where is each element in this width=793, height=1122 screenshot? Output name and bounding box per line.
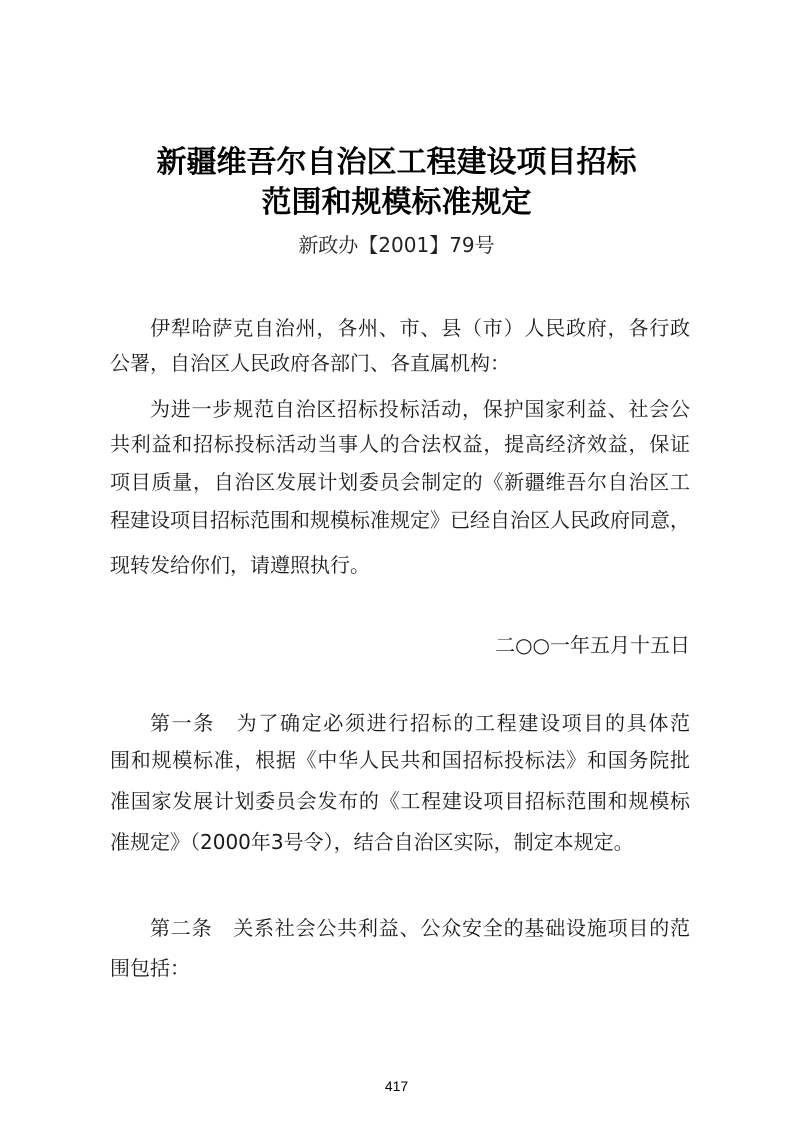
- issue-date: 二○○一年五月十五日: [495, 633, 690, 657]
- page-number: 417: [384, 1078, 409, 1094]
- body-line: 为进一步规范自治区招标投标活动，保护国家利益、社会公: [150, 397, 690, 421]
- article-2-line: 围包括：: [110, 956, 190, 980]
- article-1-line: 围和规模标准，根据《中华人民共和国招标投标法》和国务院批: [110, 748, 690, 772]
- recipients-line: 伊犁哈萨克自治州，各州、市、县（市）人民政府，各行政: [150, 316, 690, 340]
- article-2-line: 第二条 关系社会公共利益、公众安全的基础设施项目的范: [150, 916, 690, 940]
- article-1-line: 准国家发展计划委员会发布的《工程建设项目招标范围和规模标: [110, 789, 690, 813]
- body-line: 共利益和招标投标活动当事人的合法权益，提高经济效益，保证: [110, 432, 690, 456]
- document-number: 新政办【2001】79号: [298, 233, 495, 257]
- document-title-line-2: 范围和规模标准规定: [261, 185, 532, 220]
- article-1-line: 准规定》（2000年3号令），结合自治区实际，制定本规定。: [110, 830, 634, 854]
- recipients-line: 公署，自治区人民政府各部门、各直属机构：: [110, 351, 510, 375]
- article-1-line: 第一条 为了确定必须进行招标的工程建设项目的具体范: [150, 711, 690, 735]
- body-line: 现转发给你们，请遵照执行。: [110, 553, 370, 577]
- body-line: 程建设项目招标范围和规模标准规定》已经自治区人民政府同意，: [110, 508, 690, 532]
- body-line: 项目质量，自治区发展计划委员会制定的《新疆维吾尔自治区工: [110, 470, 690, 494]
- document-title-line-1: 新疆维吾尔自治区工程建设项目招标: [156, 145, 637, 180]
